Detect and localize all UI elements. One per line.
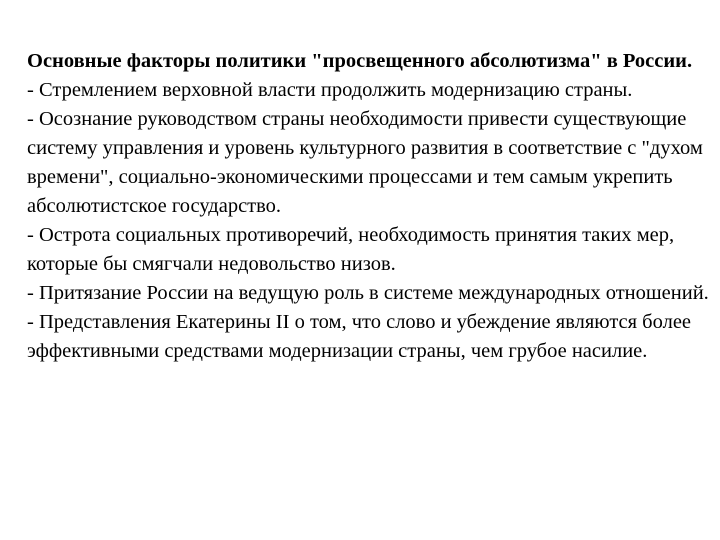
factor-item-5: - Представления Екатерины II о том, что слово и убеждение являются более эффективными средствами модернизации страны, чем грубое насилие. — [27, 311, 692, 362]
factor-item-1: - Стремлением верховной власти продолжить модернизацию страны. — [27, 79, 633, 101]
slide-title: Основные факторы политики "просвещенного абсолютизма" в России. — [27, 50, 693, 72]
text-body — [27, 47, 709, 366]
factor-item-2: - Осознание руководством страны необходимости привести существующие систему управления и уровень культурного развития в соответствие с "духом времени", социально-экономическими процессами и тем самым укрепить абсолютистское государство. — [27, 108, 703, 217]
factor-item-3: - Острота социальных противоречий, необходимость принятия таких мер, которые бы смягчали недовольство низов. — [27, 224, 675, 275]
factor-item-4: - Притязание России на ведущую роль в системе международных отношений. — [27, 282, 709, 304]
